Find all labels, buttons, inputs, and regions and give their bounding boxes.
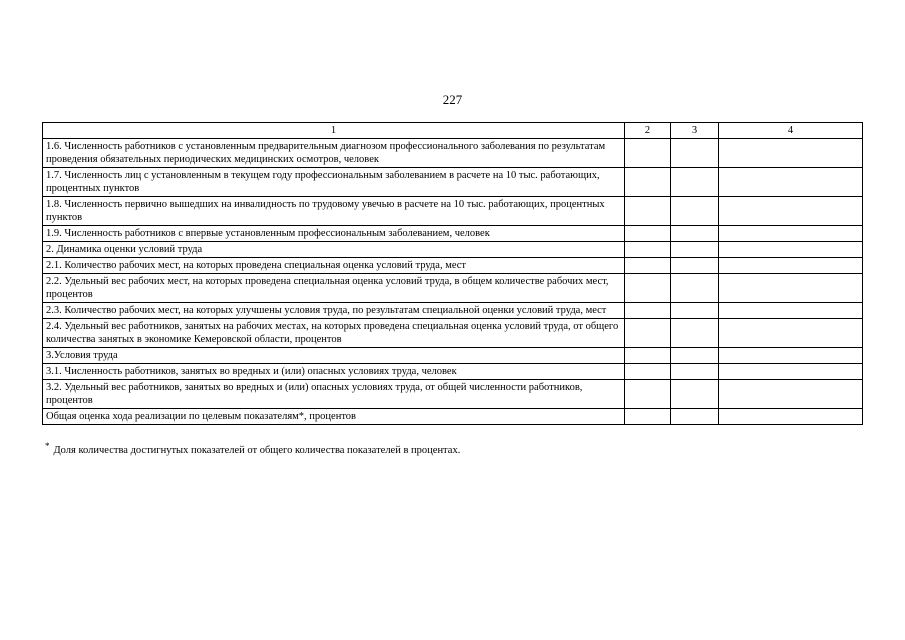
- table-body: [43, 139, 863, 425]
- row-col-4-cell: [719, 380, 863, 409]
- row-col-3-cell: [671, 303, 719, 319]
- row-label-cell: 3.Условия труда: [43, 348, 625, 364]
- row-col-3-cell: [671, 197, 719, 226]
- row-col-4-cell: [719, 274, 863, 303]
- row-col-3-cell: [671, 364, 719, 380]
- row-col-2-cell: [625, 348, 671, 364]
- row-label-cell: 2.1. Количество рабочих мест, на которых проведена специальная оценка условий труда, мест: [43, 258, 625, 274]
- table-row: [43, 258, 863, 274]
- table-row: [43, 197, 863, 226]
- row-col-4-cell: [719, 197, 863, 226]
- row-col-3-cell: [671, 409, 719, 425]
- row-col-2-cell: [625, 139, 671, 168]
- row-col-3-cell: [671, 274, 719, 303]
- row-col-4-cell: [719, 409, 863, 425]
- row-label-cell: 1.6. Численность работников с установленным предварительным диагнозом профессионального заболевания по результатам проведения обязательных периодических медицинских осмотров, человек: [43, 139, 625, 168]
- table-row: [43, 226, 863, 242]
- row-label-cell: 1.7. Численность лиц с установленным в текущем году профессиональным заболеванием в расчете на 10 тыс. работающих, процентных пунктов: [43, 168, 625, 197]
- indicators-table: [42, 122, 863, 425]
- row-col-2-cell: [625, 319, 671, 348]
- table-row: [43, 380, 863, 409]
- row-label-cell: 3.2. Удельный вес работников, занятых во вредных и (или) опасных условиях труда, от общей численности работников, процентов: [43, 380, 625, 409]
- row-col-2-cell: [625, 258, 671, 274]
- row-label-cell: 2.4. Удельный вес работников, занятых на рабочих местах, на которых проведена специальная оценка условий труда, от общего количества занятых в экономике Кемеровской области, процентов: [43, 319, 625, 348]
- page-number: 227: [442, 92, 463, 107]
- row-label-cell: 2. Динамика оценки условий труда: [43, 242, 625, 258]
- row-label-cell: 1.9. Численность работников с впервые установленным профессиональным заболеванием, человек: [43, 226, 625, 242]
- row-col-2-cell: [625, 197, 671, 226]
- header-col-4: 4: [719, 123, 863, 139]
- table-row: [43, 409, 863, 425]
- row-col-2-cell: [625, 303, 671, 319]
- footnote-text: Доля количества достигнутых показателей от общего количества показателей в процентах.: [53, 445, 461, 456]
- row-col-4-cell: [719, 242, 863, 258]
- header-col-3: 3: [671, 123, 719, 139]
- row-col-3-cell: [671, 168, 719, 197]
- row-col-2-cell: [625, 226, 671, 242]
- row-col-3-cell: [671, 348, 719, 364]
- table-row: [43, 364, 863, 380]
- row-col-2-cell: [625, 364, 671, 380]
- row-col-4-cell: [719, 139, 863, 168]
- row-label-cell: 2.3. Количество рабочих мест, на которых улучшены условия труда, по результатам специальной оценки условий труда, мест: [43, 303, 625, 319]
- row-col-3-cell: [671, 319, 719, 348]
- row-col-2-cell: [625, 242, 671, 258]
- row-col-4-cell: [719, 303, 863, 319]
- row-col-4-cell: [719, 168, 863, 197]
- row-label-cell: 3.1. Численность работников, занятых во вредных и (или) опасных условиях труда, человек: [43, 364, 625, 380]
- row-col-4-cell: [719, 226, 863, 242]
- row-col-3-cell: [671, 139, 719, 168]
- row-col-3-cell: [671, 258, 719, 274]
- header-col-2: 2: [625, 123, 671, 139]
- table-row: [43, 303, 863, 319]
- table-row: [43, 319, 863, 348]
- table-row: [43, 274, 863, 303]
- footnote-mark: *: [45, 441, 50, 451]
- header-row: [43, 123, 863, 139]
- row-col-3-cell: [671, 226, 719, 242]
- table-row: [43, 348, 863, 364]
- row-col-4-cell: [719, 364, 863, 380]
- row-col-4-cell: [719, 348, 863, 364]
- table-row: [43, 139, 863, 168]
- row-label-cell: 2.2. Удельный вес рабочих мест, на которых проведена специальная оценка условий труда, в общем количестве рабочих мест, процентов: [43, 274, 625, 303]
- row-col-2-cell: [625, 409, 671, 425]
- row-col-2-cell: [625, 380, 671, 409]
- table-header: [43, 123, 863, 139]
- row-col-4-cell: [719, 258, 863, 274]
- header-col-1: 1: [43, 123, 625, 139]
- row-label-cell: Общая оценка хода реализации по целевым показателям*, процентов: [43, 409, 625, 425]
- row-col-2-cell: [625, 274, 671, 303]
- row-label-cell: 1.8. Численность первично вышедших на инвалидность по трудовому увечью в расчете на 10 тыс. работающих, процентных пунктов: [43, 197, 625, 226]
- row-col-4-cell: [719, 319, 863, 348]
- row-col-3-cell: [671, 242, 719, 258]
- row-col-3-cell: [671, 380, 719, 409]
- table-row: [43, 242, 863, 258]
- footnote: [45, 441, 865, 457]
- table-row: [43, 168, 863, 197]
- row-col-2-cell: [625, 168, 671, 197]
